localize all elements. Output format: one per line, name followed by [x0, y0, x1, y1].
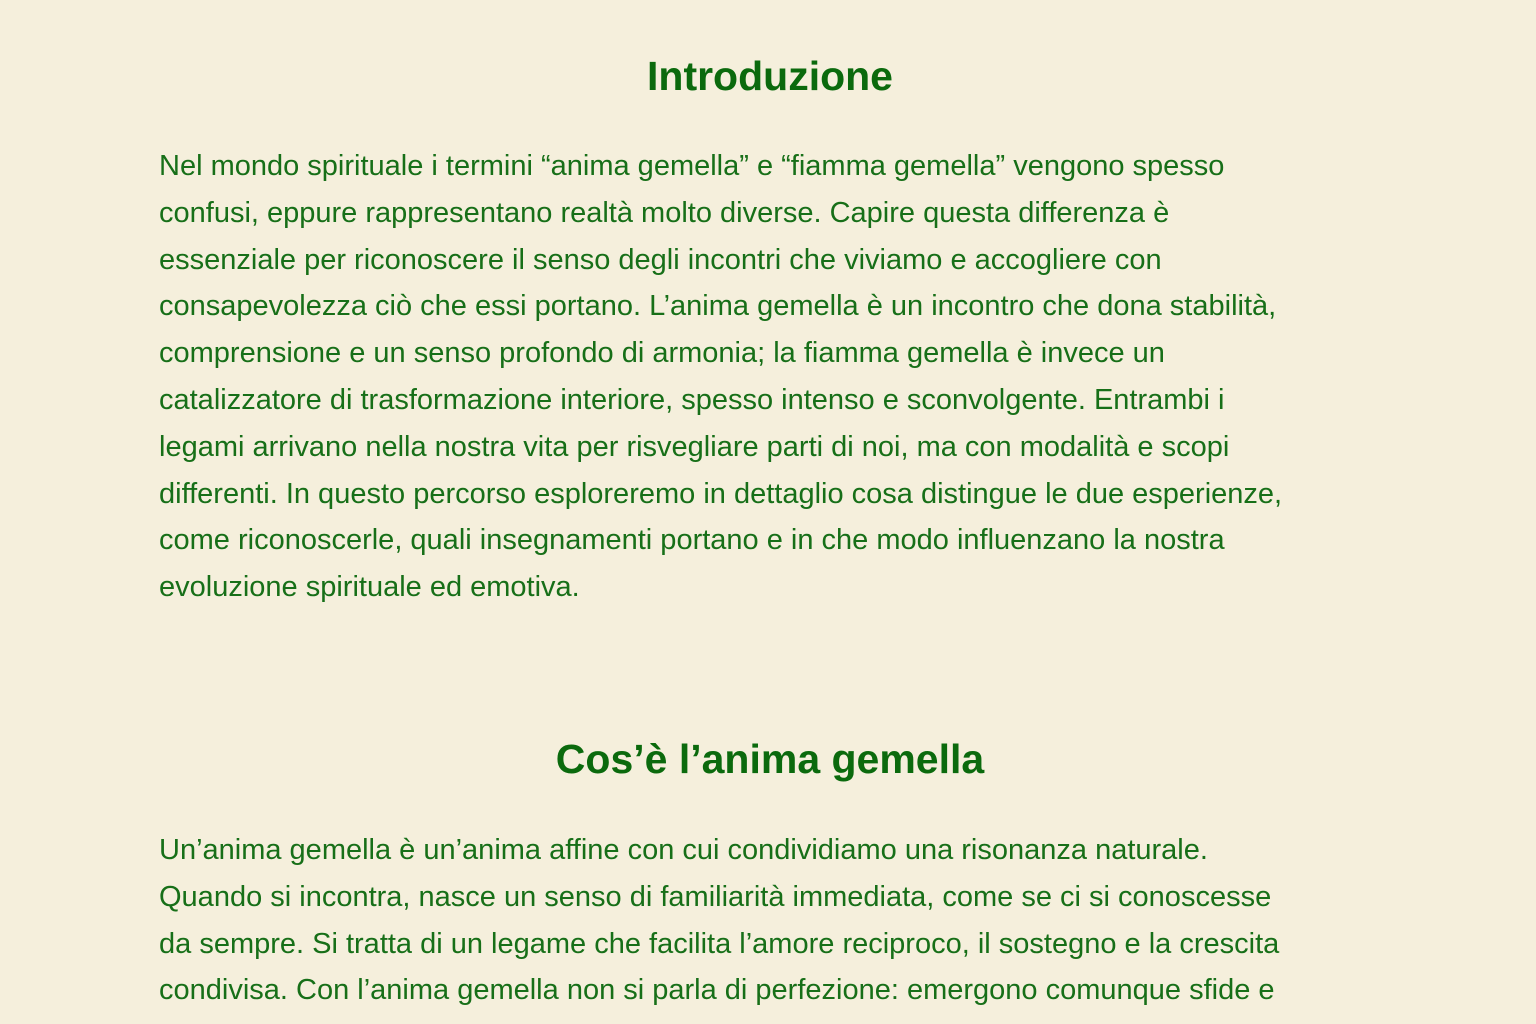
- section-introduzione: [159, 50, 1381, 611]
- text-line: comprensione e un senso profondo di armonia; la fiamma gemella è invece un: [159, 337, 1165, 370]
- section-heading: Cos’è l’anima gemella: [555, 736, 985, 782]
- text-line: essenziale per riconoscere il senso degli incontri che viviamo e accogliere con: [159, 243, 1162, 276]
- section-heading: Introduzione: [647, 53, 893, 99]
- section-anima-gemella: [159, 733, 1381, 1014]
- text-line: differenti. In questo percorso esploreremo in dettaglio cosa distingue le due esperienze,: [159, 477, 1283, 510]
- text-line: da sempre. Si tratta di un legame che facilita l’amore reciproco, il sostegno e la crescita: [159, 927, 1280, 960]
- text-line: evoluzione spirituale ed emotiva.: [159, 571, 580, 604]
- text-line: condivisa. Con l’anima gemella non si parla di perfezione: emergono comunque sfide e: [159, 974, 1275, 1007]
- text-line: Un’anima gemella è un’anima affine con cui condividiamo una risonanza naturale.: [159, 834, 1208, 866]
- text-line: Quando si incontra, nasce un senso di familiarità immediata, come se ci si conoscesse: [159, 880, 1272, 913]
- section-paragraph: [159, 143, 1381, 611]
- text-line: legami arrivano nella nostra vita per risvegliare parti di noi, ma con modalità e scopi: [159, 430, 1230, 463]
- text-line: come riconoscerle, quali insegnamenti portano e in che modo influenzano la nostra: [159, 524, 1225, 557]
- text-line: confusi, eppure rappresentano realtà molto diverse. Capire questa differenza è: [159, 196, 1170, 229]
- section-paragraph: [159, 827, 1381, 1014]
- text-line: consapevolezza ciò che essi portano. L’anima gemella è un incontro che dona stabilità,: [159, 290, 1277, 323]
- text-line: Nel mondo spirituale i termini “anima gemella” e “fiamma gemella” vengono spesso: [159, 150, 1225, 182]
- text-line: catalizzatore di trasformazione interiore, spesso intenso e sconvolgente. Entrambi i: [159, 383, 1225, 416]
